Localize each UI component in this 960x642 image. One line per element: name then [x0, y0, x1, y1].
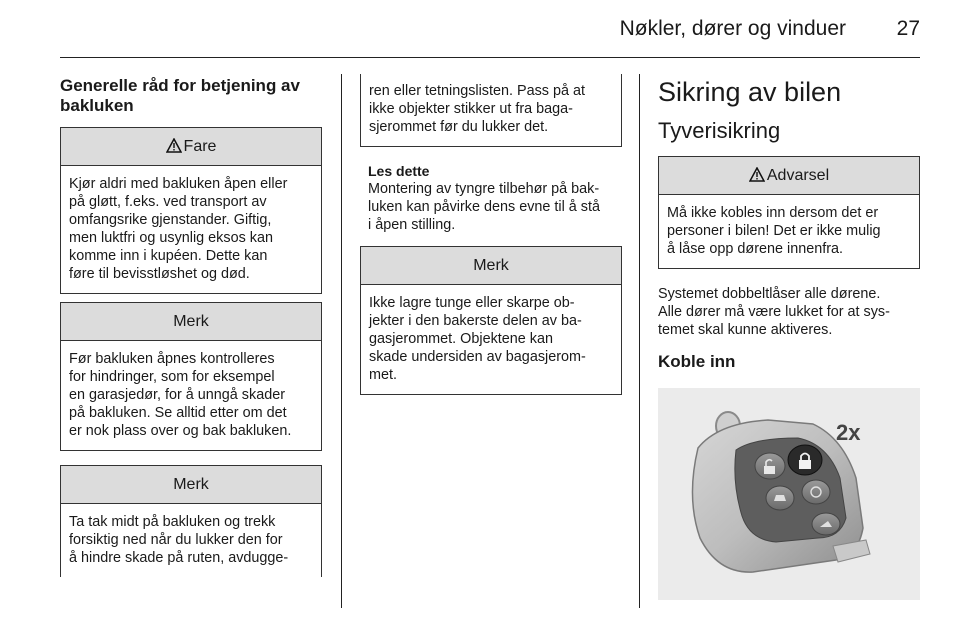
- warning-box-header: Advarsel: [659, 157, 919, 195]
- note-box-3: [360, 246, 622, 395]
- caution-note-text: Montering av tyngre tilbehør på bak- luken kan påvirke dens evne til å stå i åpen stilling.: [368, 181, 600, 233]
- car-icon: [774, 495, 786, 501]
- column-3: [658, 76, 920, 600]
- note-box-3-body: Ikke lagre tunge eller skarpe ob- jekter i den bakerste delen av ba- gasjerommet. Objektene kan skade undersiden av bagasjerom- met.: [369, 295, 586, 383]
- activate-heading: Koble inn: [658, 352, 736, 371]
- column-divider-1: [341, 74, 342, 608]
- column-2: [360, 74, 622, 395]
- note-box-2: [60, 465, 322, 577]
- note-box-1-body: Før bakluken åpnes kontrolleres for hindringer, som for eksempel en garasjedør, for å unngå skader på bakluken. Se alltid etter om det er nok plass over og bak bakluken.: [69, 351, 292, 439]
- continued-note-box: [360, 74, 622, 147]
- danger-box-body: Kjør aldri med bakluken åpen eller på gløtt, f.eks. ved transport av omfangsrike gjenstander. Giftig, men luktfri og usynlig eksos kan komme inn i kupéen. Dette kan føre til bevisstløshet og død.: [69, 176, 288, 282]
- warning-triangle-icon: [749, 159, 765, 197]
- main-title: Sikring av bilen: [658, 77, 842, 107]
- alarm-paragraph: Systemet dobbeltlåser alle dørene. Alle dører må være lukket for at sys- temet skal kunne aktiveres.: [658, 286, 890, 338]
- note-box-2-header: Merk: [61, 466, 321, 504]
- key-fob-image: [658, 388, 920, 600]
- continued-note-body: ren eller tetningslisten. Pass på at ikke objekter stikker ut fra baga- sjerommet før du lukker det.: [369, 83, 585, 135]
- note-box-1: [60, 302, 322, 451]
- remote-start-button: [802, 480, 830, 504]
- key-fob-illustration: [658, 388, 920, 600]
- press-twice-label: 2x: [836, 420, 861, 445]
- danger-box: [60, 127, 322, 294]
- page-number: 27: [896, 17, 920, 40]
- note-box-1-header: Merk: [61, 303, 321, 341]
- section-heading: Generelle råd for betjening av bakluken: [60, 76, 300, 115]
- column-divider-2: [639, 74, 640, 608]
- subtitle: Tyverisikring: [658, 118, 781, 143]
- caution-note-label: Les dette: [368, 163, 430, 179]
- note-box-3-header: Merk: [361, 247, 621, 285]
- header-title: Nøkler, dører og vinduer: [619, 17, 846, 40]
- warning-box: [658, 156, 920, 269]
- note-box-2-body: Ta tak midt på bakluken og trekk forsiktig ned når du lukker den for å hindre skade på ruten, avdugge-: [69, 514, 289, 566]
- warning-triangle-icon: [166, 130, 182, 168]
- warning-box-body: Må ikke kobles inn dersom det er personer i bilen! Det er ikke mulig å låse opp dørene innenfra.: [667, 205, 881, 257]
- danger-box-header: Fare: [61, 128, 321, 166]
- column-1: [60, 76, 322, 577]
- caution-note: [360, 163, 622, 234]
- page-header: [60, 0, 920, 58]
